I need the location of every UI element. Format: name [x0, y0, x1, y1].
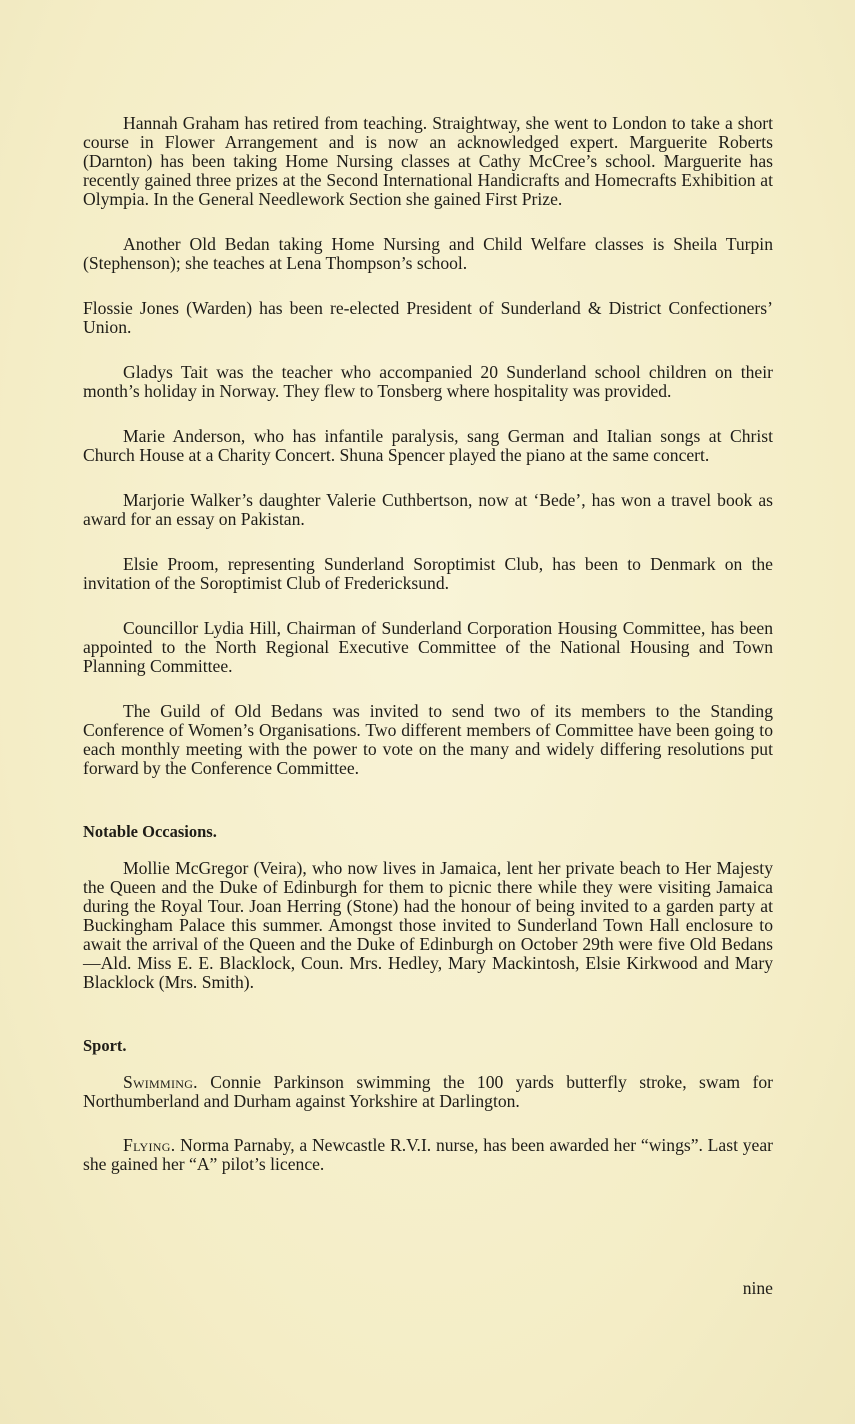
paragraph-flossie-jones: Flossie Jones (Warden) has been re-elected President of Sunderland & District Confectioners’ Union. — [83, 298, 773, 337]
paragraph-guild-of-old-bedans: The Guild of Old Bedans was invited to send two of its members to the Standing Conference of Women’s Organisations. Two different members of Committee have been going to each monthly meeting with the power to vote on the many and widely differing resolutions put forward by the Conference Committee. — [83, 701, 773, 778]
paragraph-swimming — [83, 1073, 773, 1111]
swimming-label: Swimming. — [123, 1072, 198, 1092]
page-number: nine — [742, 1278, 773, 1298]
paragraph-elsie-proom: Elsie Proom, representing Sunderland Soroptimist Club, has been to Denmark on the invitation of the Soroptimist Club of Fredericksund. — [83, 554, 773, 593]
page-body — [83, 114, 773, 1174]
paragraph-gladys-tait: Gladys Tait was the teacher who accompanied 20 Sunderland school children on their month’s holiday in Norway. They flew to Tonsberg where hospitality was provided. — [83, 362, 773, 401]
flying-text: Norma Parnaby, a Newcastle R.V.I. nurse, has been awarded her “wings”. Last year she gained her “A” pilot’s licence. — [83, 1135, 773, 1174]
paragraph-marie-anderson: Marie Anderson, who has infantile paralysis, sang German and Italian songs at Christ Church House at a Charity Concert. Shuna Spencer played the piano at the same concert. — [83, 426, 773, 465]
paragraph-marjorie-walker: Marjorie Walker’s daughter Valerie Cuthbertson, now at ‘Bede’, has won a travel book as award for an essay on Pakistan. — [83, 490, 773, 529]
flying-label: Flying. — [123, 1135, 176, 1155]
paragraph-hannah-graham: Hannah Graham has retired from teaching. Straightway, she went to London to take a short course in Flower Arrangement and is now an acknowledged expert. Marguerite Roberts (Darnton) has been taking Home Nursing classes at Cathy McCree’s school. Marguerite has recently gained three prizes at the Second International Handicrafts and Homecrafts Exhibition at Olympia. In the General Needlework Section she gained First Prize. — [83, 113, 773, 209]
heading-notable-occasions: Notable Occasions. — [83, 822, 217, 841]
paragraph-lydia-hill: Councillor Lydia Hill, Chairman of Sunderland Corporation Housing Committee, has been appointed to the North Regional Executive Committee of the National Housing and Town Planning Committee. — [83, 618, 773, 676]
heading-sport: Sport. — [83, 1036, 127, 1055]
paragraph-sheila-turpin: Another Old Bedan taking Home Nursing and Child Welfare classes is Sheila Turpin (Stephenson); she teaches at Lena Thompson’s school. — [83, 234, 773, 273]
paragraph-flying — [83, 1136, 773, 1174]
paragraph-notable-occasions: Mollie McGregor (Veira), who now lives in Jamaica, lent her private beach to Her Majesty the Queen and the Duke of Edinburgh for them to picnic there while they were visiting Jamaica during the Royal Tour. Joan Herring (Stone) had the honour of being invited to a garden party at Buckingham Palace this summer. Amongst those invited to Sunderland Town Hall enclosure to await the arrival of the Queen and the Duke of Edinburgh on October 29th were five Old Bedans—Ald. Miss E. E. Blacklock, Coun. Mrs. Hedley, Mary Mackintosh, Elsie Kirkwood and Mary Blacklock (Mrs. Smith). — [83, 858, 773, 992]
swimming-text: Connie Parkinson swimming the 100 yards butterfly stroke, swam for Northumberland and Durham against Yorkshire at Darlington. — [83, 1072, 774, 1111]
